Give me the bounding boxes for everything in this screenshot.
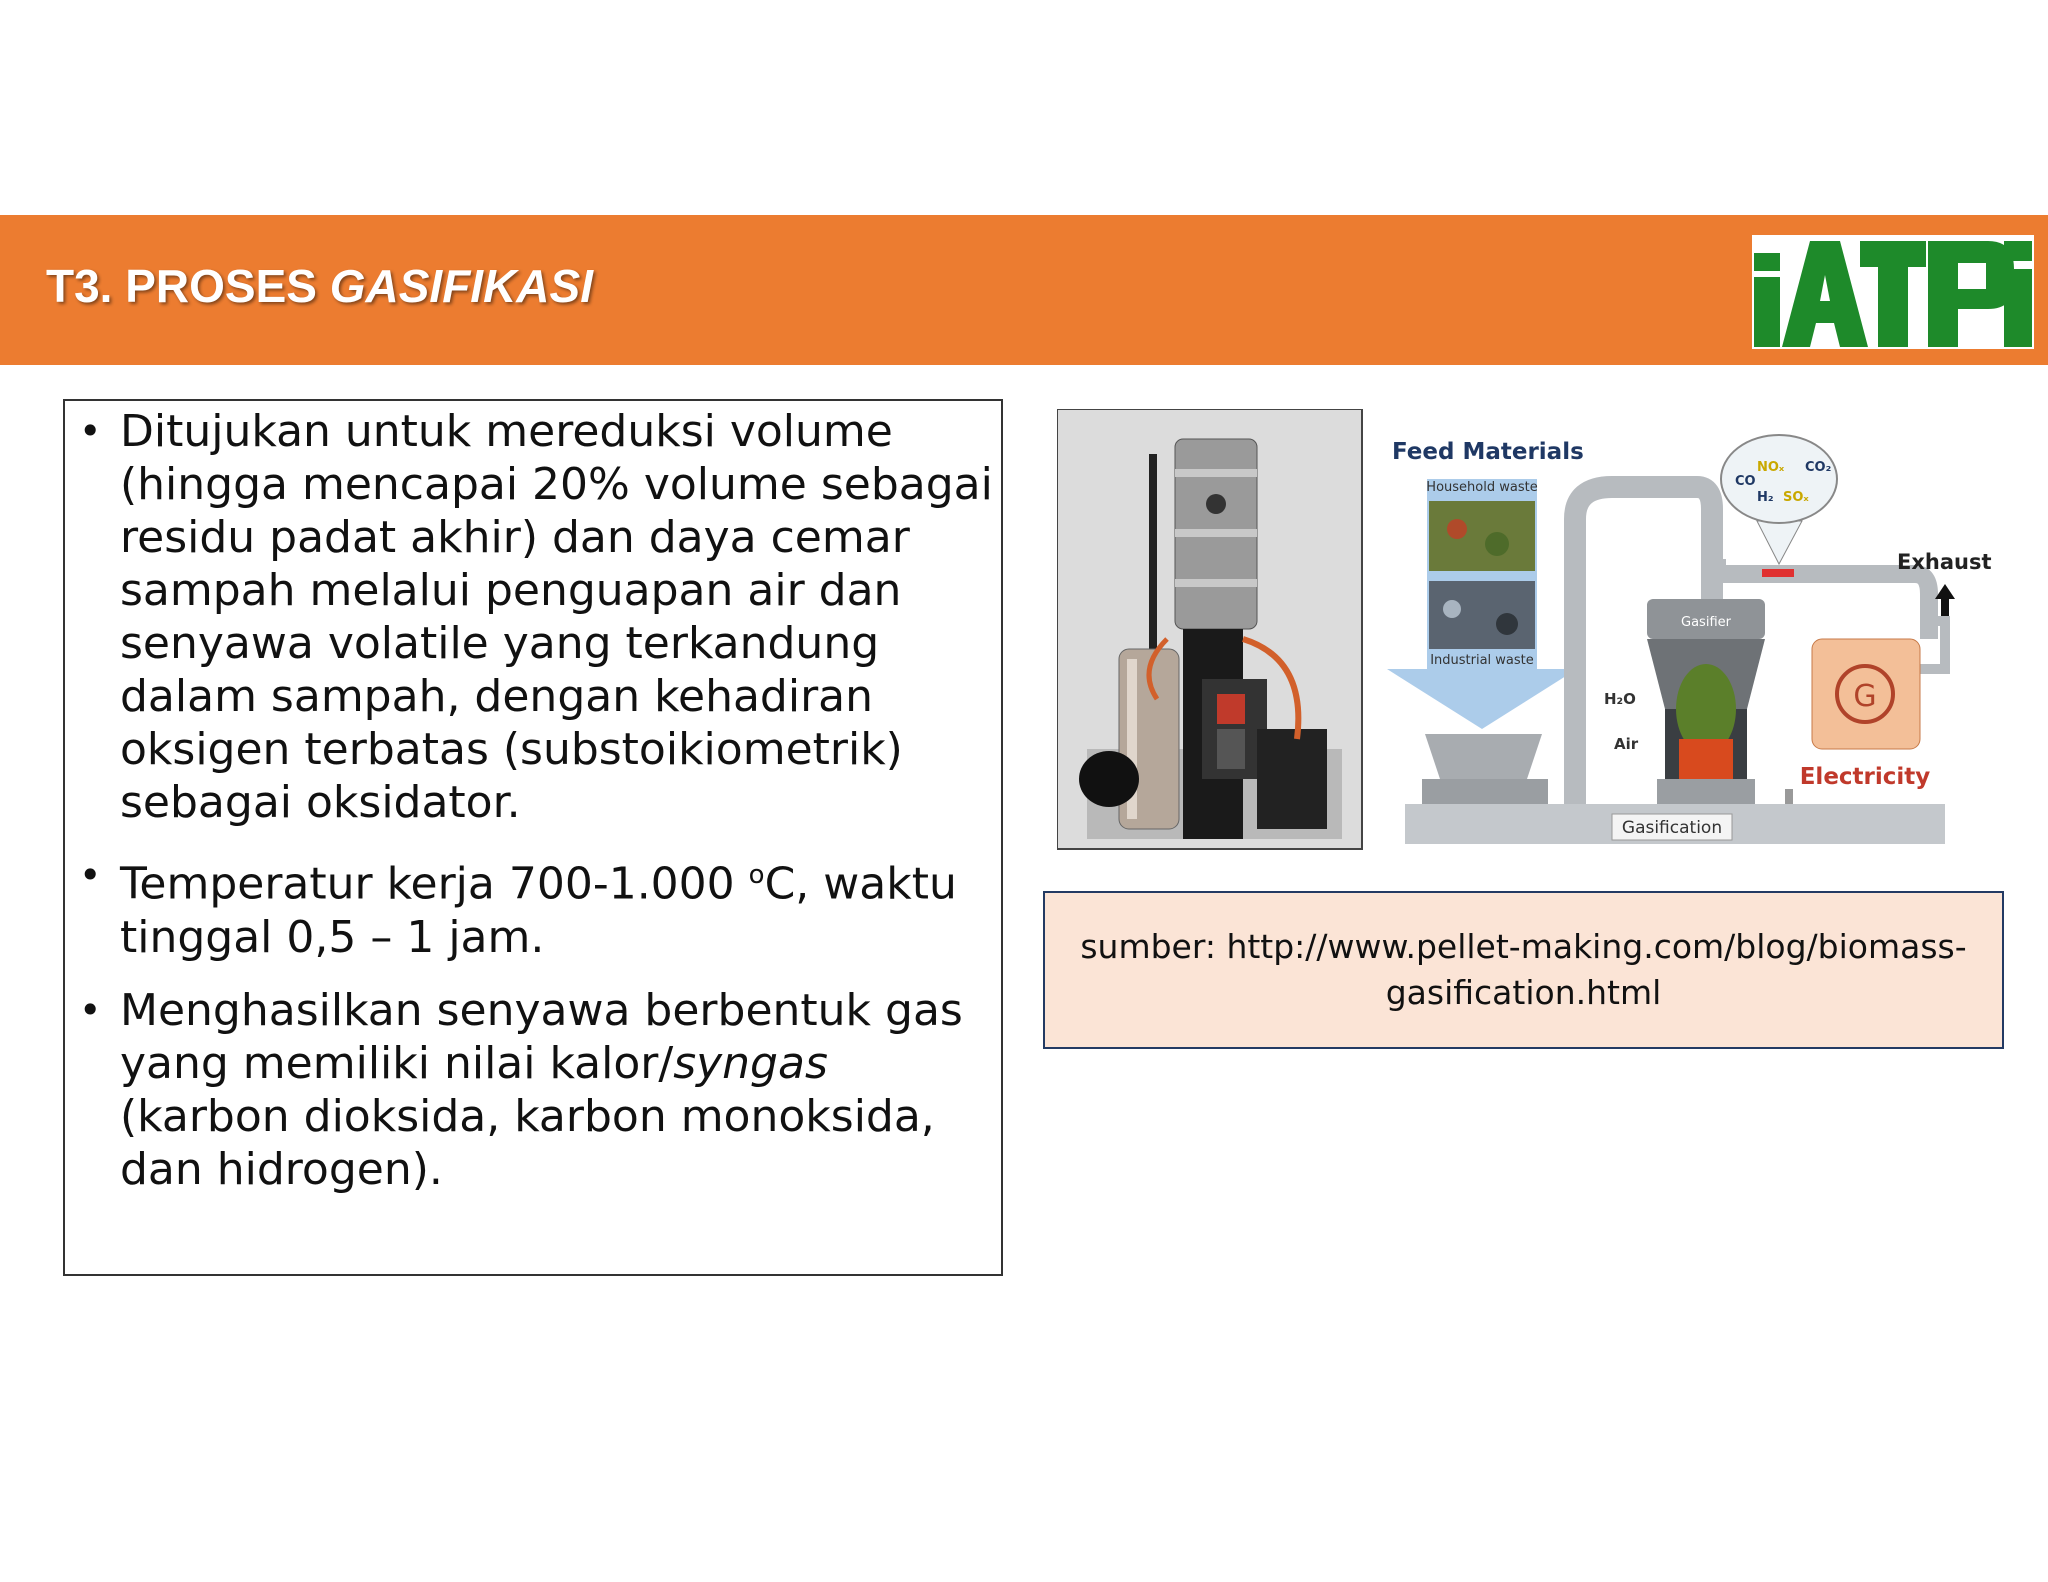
industrial-waste-image xyxy=(1429,581,1535,649)
bullet-item xyxy=(79,984,997,1196)
gas-h2: H₂ xyxy=(1757,490,1774,505)
generator-icon: G xyxy=(1853,679,1877,714)
iatpi-logo-graphic xyxy=(1752,235,2034,349)
iatpi-logo xyxy=(1752,235,2034,349)
air-label: Air xyxy=(1614,735,1639,753)
syngas-italic: syngas xyxy=(673,1037,828,1089)
electricity-label: Electricity xyxy=(1799,764,1931,790)
bullet-marker: • xyxy=(79,987,102,1032)
degree-sup: o xyxy=(748,860,765,890)
gasifier-label: Gasifier xyxy=(1681,615,1731,630)
bullet-text-3b: (karbon dioksida, karbon monoksida, dan hidrogen). xyxy=(120,1090,935,1195)
source-text: sumber: http://www.pellet-making.com/blog/biomass-gasification.html xyxy=(1080,927,1967,1012)
bullet-list xyxy=(79,405,997,1216)
title-prefix: T3. PROSES xyxy=(46,260,330,312)
gas-co: CO xyxy=(1735,474,1756,489)
gasification-figure xyxy=(1057,409,2004,851)
household-waste-label: Household waste xyxy=(1426,480,1538,495)
gas-nox: NOₓ xyxy=(1757,460,1785,475)
bullet-text-3a: Menghasilkan senyawa berbentuk gas yang memiliki nilai kalor/ xyxy=(120,984,963,1089)
emissions-bubble xyxy=(1721,435,1837,564)
source-box xyxy=(1043,891,2004,1049)
gasification-label: Gasification xyxy=(1621,818,1723,838)
bullet-text-box xyxy=(63,399,1003,1276)
generator xyxy=(1812,639,1920,749)
bullet-item xyxy=(79,849,997,964)
gas-co2: CO₂ xyxy=(1805,460,1832,475)
bullet-item xyxy=(79,405,997,829)
feed-materials-label: Feed Materials xyxy=(1392,439,1584,465)
bullet-text-1: Ditujukan untuk mereduksi volume (hingga mencapai 20% volume sebagai residu padat akhir) dan daya cemar sampah melalui penguapan air dan senyawa volatile yang terkandung dalam sampah, dengan kehadiran oksigen terbatas (substoikiometrik) sebagai oksidator. xyxy=(120,406,993,828)
gasifier-photo xyxy=(1057,409,1362,849)
h2o-label: H₂O xyxy=(1604,690,1636,708)
title-banner xyxy=(0,215,2048,365)
exhaust-label: Exhaust xyxy=(1897,550,1992,574)
slide-title xyxy=(46,259,593,313)
gasification-diagram xyxy=(1387,435,1992,844)
title-italic: GASIFIKASI xyxy=(329,260,593,312)
household-waste-image xyxy=(1429,501,1535,571)
bullet-text-2a: Temperatur kerja 700-1.000 xyxy=(120,858,749,910)
bullet-marker: • xyxy=(79,409,102,453)
industrial-waste-label: Industrial waste xyxy=(1430,653,1534,668)
gasifier-vessel xyxy=(1647,599,1765,804)
bullet-marker: • xyxy=(79,853,102,897)
bullet-text-2b: C, waktu tinggal 0,5 – 1 jam. xyxy=(120,858,957,963)
gas-sox: SOₓ xyxy=(1783,490,1809,505)
